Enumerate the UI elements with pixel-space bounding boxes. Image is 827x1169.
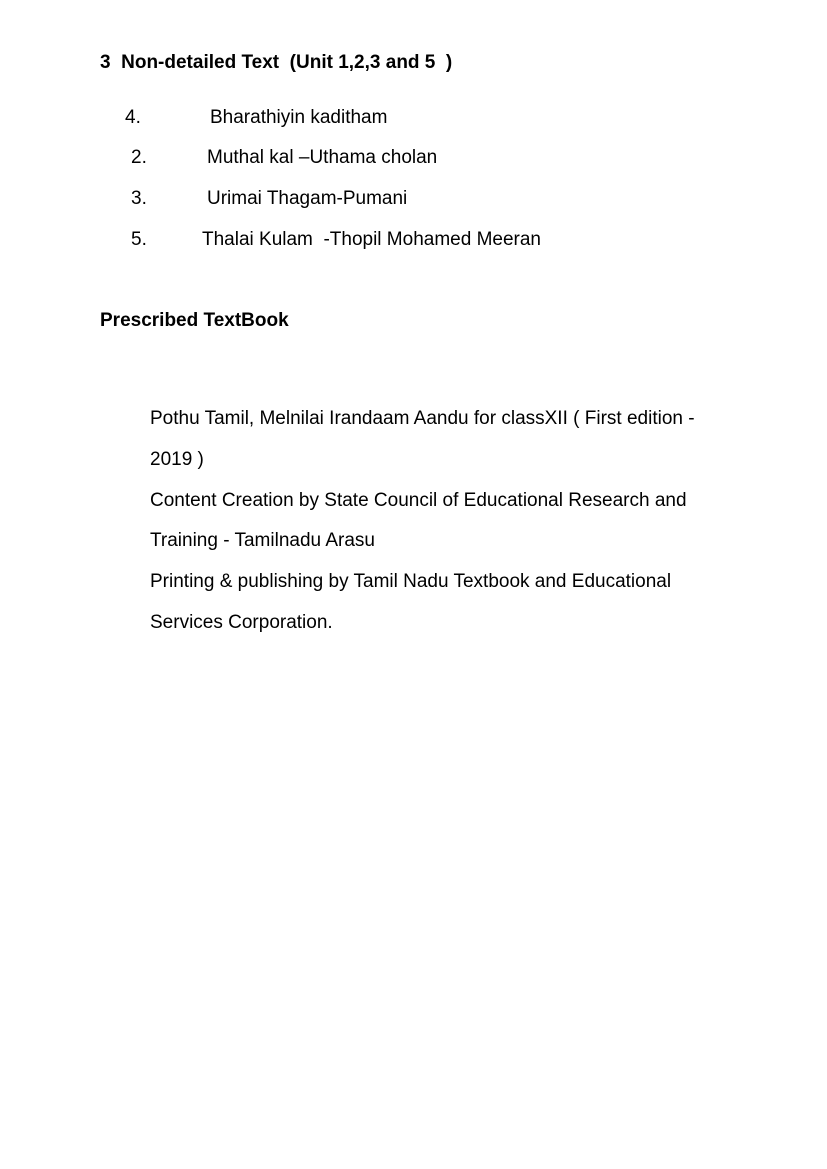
- list-item-title: Muthal kal –Uthama cholan: [207, 147, 438, 168]
- textbook-line: Pothu Tamil, Melnilai Irandaam Aandu for classXII ( First edition -: [150, 408, 695, 429]
- list-item-number: 2.: [131, 147, 147, 168]
- list-item-title: Bharathiyin kaditham: [210, 107, 388, 128]
- section-heading: 3 Non-detailed Text (Unit 1,2,3 and 5 ): [100, 52, 453, 73]
- textbook-line: 2019 ): [150, 448, 204, 470]
- textbook-line: Content Creation by State Council of Educational Research and: [150, 489, 687, 511]
- textbook-line: Services Corporation.: [150, 611, 333, 633]
- textbook-line: Printing & publishing by Tamil Nadu Textbook and Educational: [150, 571, 672, 593]
- list-item-title: Thalai Kulam -Thopil Mohamed Meeran: [202, 229, 541, 250]
- list-item-number: 4.: [125, 107, 141, 128]
- list-item-title: Urimai Thagam-Pumani: [207, 188, 408, 209]
- textbook-line: Training - Tamilnadu Arasu: [150, 530, 375, 552]
- textbook-details: [150, 399, 750, 644]
- list-item-number: 5.: [131, 229, 147, 250]
- textbook-heading: Prescribed TextBook: [100, 310, 289, 331]
- list-item-number: 3.: [131, 188, 147, 209]
